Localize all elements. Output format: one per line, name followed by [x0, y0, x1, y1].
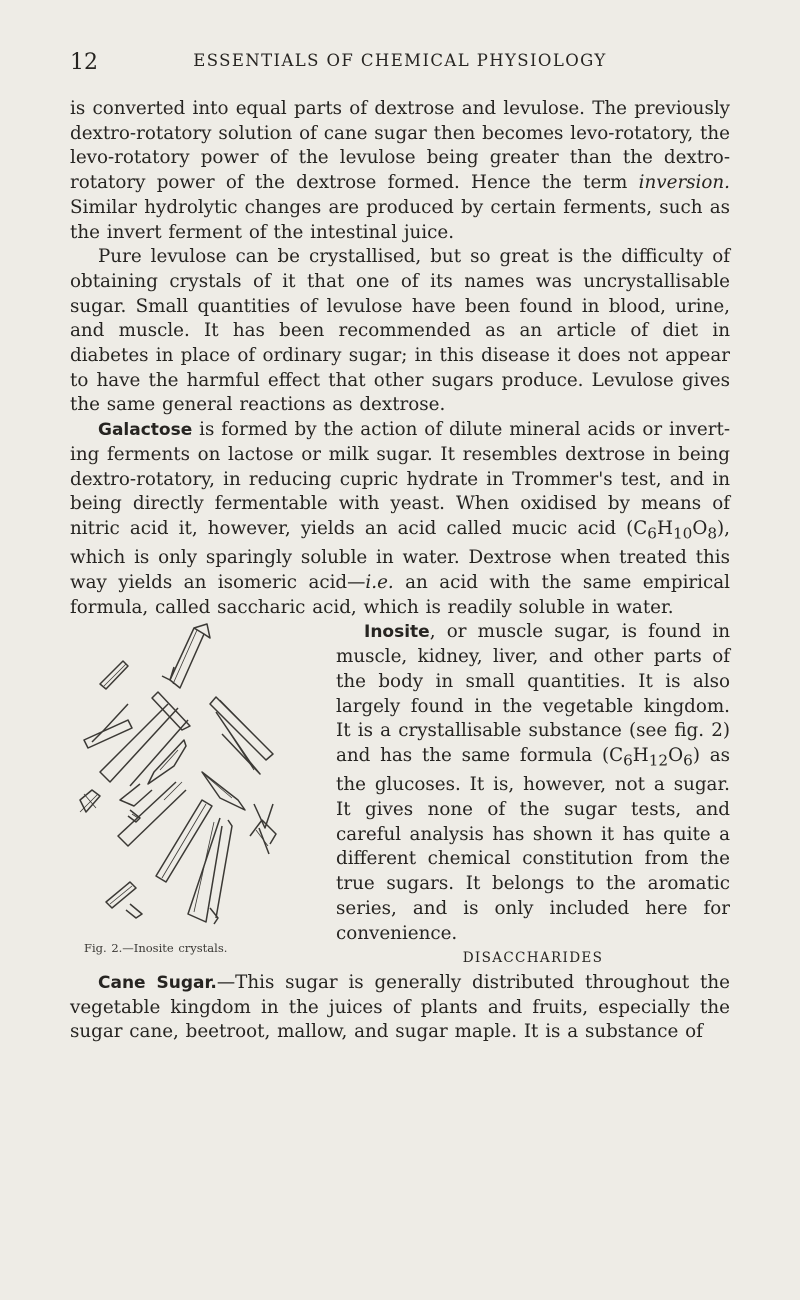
formula-element: H — [657, 517, 673, 539]
italic-abbreviation: i.e. — [365, 572, 394, 594]
formula-subscript: 6 — [683, 751, 693, 770]
formula-subscript: 6 — [647, 524, 657, 543]
paragraph-text: ) as the glucoses. It is, however, not a sugar. It gives none of the sugar tests, and careful analysis has shown it has quite a different chemical constitution from the true sugars. It belongs to the aromatic series, and is only included here for convenience. — [336, 744, 730, 944]
figure-caption: Fig. 2.—Inosite crystals. — [84, 941, 228, 956]
inosite-crystals-illustration — [70, 622, 316, 959]
paragraph-text: , or muscle sugar, is found in muscle, kidney, liver, and other parts of the body in small quantities. It is also largely found in the vegetable kingdom. It is a crystallisable substance (see fig. 2) and has the same formula (C — [336, 621, 730, 766]
body-text — [70, 97, 730, 1045]
section-heading: DISACCHARIDES — [462, 950, 604, 967]
paragraph-inversion — [70, 97, 730, 245]
formula-subscript: 6 — [623, 751, 633, 770]
formula-element: O — [692, 517, 708, 539]
formula-element: O — [668, 744, 684, 766]
run-in-heading-galactose: Galactose — [98, 420, 193, 441]
paragraph-text: Pure levulose can be crystallised, but so great is the difficulty of obtaining crystals of it that one of its names was uncrystallisable sugar. Small quantities of levulose have been found in blood, urine, and muscle. It has been recommended as an article of diet in diabetes in place of ordinary sugar; in this disease it does not appear to have the harmful effect that other sugars produce. Levulose gives the same general reactions as dextrose. — [70, 246, 730, 416]
run-in-heading-cane-sugar: Cane Sugar. — [98, 972, 217, 993]
run-in-heading-inosite: Inosite — [364, 622, 430, 643]
paragraph-levulose — [70, 245, 730, 418]
formula-subscript: 8 — [707, 524, 718, 543]
paragraph-text: —This sugar is generally distributed throughout the vegetable kingdom in the juices of plants and fruits, especially the sugar cane, beetroot, mallow, and sugar maple. It is a substance of — [70, 971, 731, 1043]
paragraph-galactose — [70, 418, 730, 620]
figure-inosite-crystals — [70, 622, 316, 959]
paragraph-cane-sugar — [70, 971, 730, 1045]
formula-subscript: 12 — [648, 751, 669, 770]
page-number: 12 — [70, 50, 98, 75]
paragraph-text: Similar hydrolytic changes are produced by certain ferments, such as the invert ferment of the intestinal juice. — [70, 196, 730, 243]
page-header — [70, 50, 730, 84]
paragraph-text: ), which is only sparingly soluble in water. Dextrose when treated this way yields an isomeric acid— — [70, 517, 730, 594]
paragraph-text: is converted into equal parts of dextrose and levulose. The previously dextro-rotatory solution of cane sugar then becomes levo-rotatory, the levo-rotatory power of the levulose being greater than the dextro-rotatory power of the dextrose formed. Hence the term — [70, 98, 730, 194]
running-head: ESSENTIALS OF CHEMICAL PHYSIOLOGY — [193, 51, 607, 70]
italic-term-inversion: inversion. — [638, 172, 730, 194]
paragraph-text: is formed by the action of dilute mineral acids or invert-ing ferments on lactose or milk sugar. It resembles dextrose in being dextro-rotatory, in reducing cupric hydrate in Trommer's test, and in being directly fermentable with yeast. When oxidised by means of nitric acid it, however, yields an acid called mucic acid (C — [70, 419, 730, 539]
formula-element: H — [632, 744, 649, 766]
paragraph-text: an acid with the same empirical formula, called saccharic acid, which is readily soluble in water. — [70, 572, 730, 618]
formula-subscript: 10 — [672, 524, 693, 543]
